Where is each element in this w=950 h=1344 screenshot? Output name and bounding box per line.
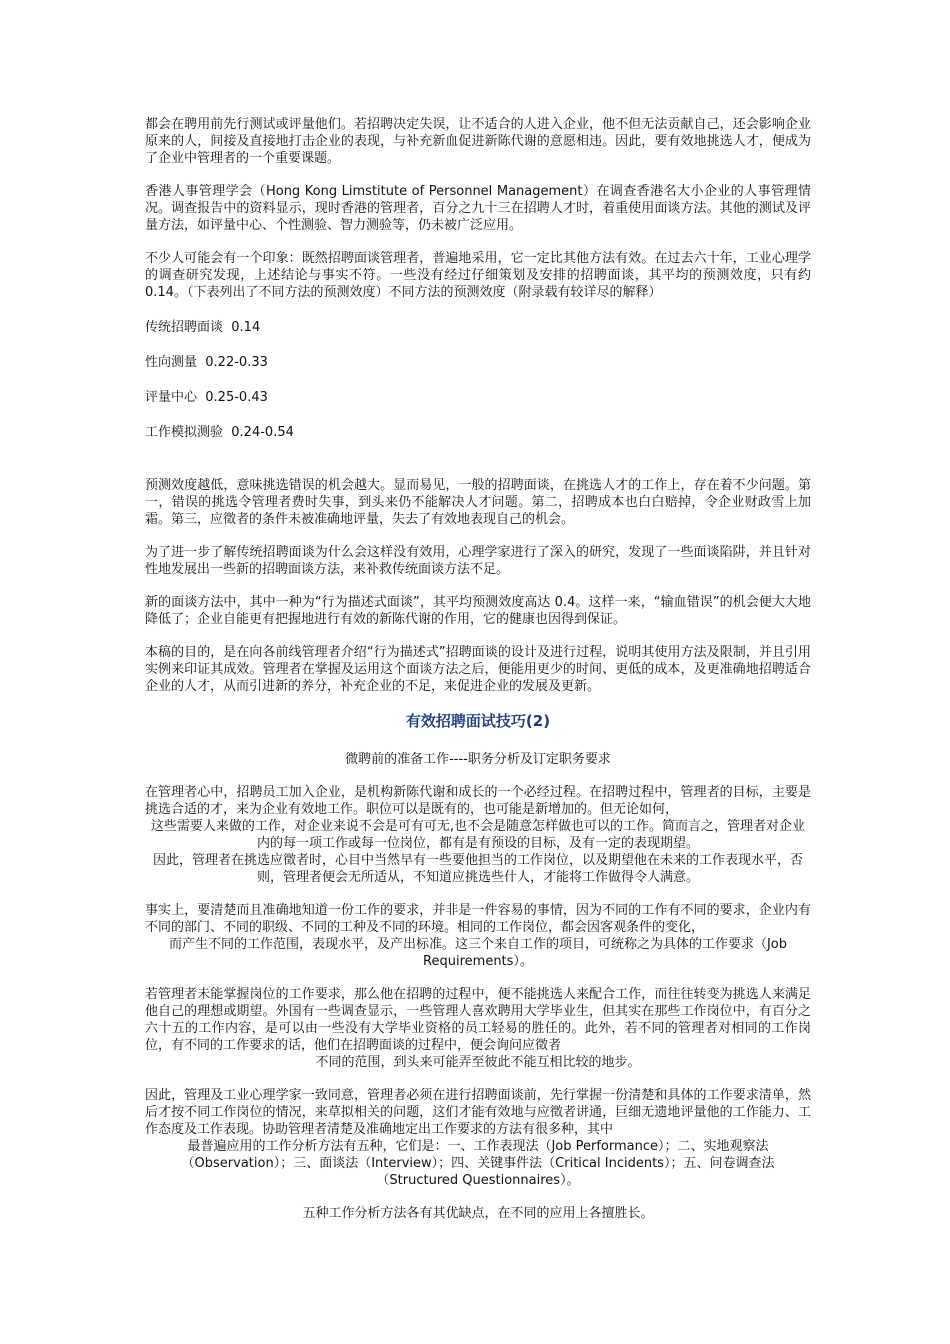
validity-method: 评量中心 [145, 390, 198, 405]
validity-method: 传统招聘面谈 [145, 320, 224, 335]
section-paragraph-1a: 在管理者心中，招聘员工加入企业，是机构新陈代谢和成长的一个必经过程。在招聘过程中，管理者的目标，主要是挑选合适的才，来为企业有效地工作。职位可以是既有的，也可能是新增加的。但无论如何， [145, 785, 811, 817]
section-paragraph-1b: 这些需要人来做的工作，对企业来说不会是可有可无,也不会是随意怎样做也可以的工作。简而言之，管理者对企业内的每一项工作或每一位岗位，都有是有预设的目标，及有一定的表现期望。 [150, 819, 806, 851]
intro-paragraph-3: 不少人可能会有一个印象：既然招聘面谈管理者，普遍地采用，它一定比其他方法有效。在过去六十年，工业心理学的调查研究发现，上述结论与事实不符。一些没有经过仔细策划及安排的招聘面谈，其平均的预测效度，只有约 0.14。（下表列出了不同方法的预测效度）不同方法的预测效度（附录载有较详尽的解释） [145, 251, 811, 300]
section-paragraph-1c: 因此，管理者在挑选应徵者时，心目中当然早有一些要他担当的工作岗位，以及期望他在未来的工作表现水平，否则，管理者便会无所适从，不知道应挑选些什人，才能将工作做得令人满意。 [152, 853, 803, 885]
intro-paragraph-2: 香港人事管理学会（Hong Kong Limstitute of Personnel Management）在调查香港名大小企业的人事管理情况。调查报告中的资料显示，现时香港的管理者，百分之九十三在招聘人才时，着重使用面谈方法。其他的测试及评量方法，如评量中心、个性测验、智力测验等，仍未被广泛应用。 [145, 184, 811, 233]
body-paragraph-4: 本稿的目的，是在向各前线管理者介绍“行为描述式”招聘面谈的设计及进行过程，说明其使用方法及限制，并且引用实例来印证其成效。管理者在掌握及运用这个面谈方法之后，便能用更少的时间、更低的成本，及更准确地招聘适合企业的人才，从而引进新的养分，补充企业的不足，来促进企业的发展及更新。 [145, 645, 811, 694]
validity-value: 0.14 [231, 320, 261, 335]
section-paragraph-4a: 因此，管理及工业心理学家一致同意，管理者必须在进行招聘面谈前，先行掌握一份清楚和具体的工作要求清单，然后才按不同工作岗位的情况，来草拟相关的问题，这们才能有效地与应徵者讲通，巨细无遗地评量他的工作能力、工作态度及工作表现。协助管理者清楚及准确地定出工作要求的方法有很多种，其中 [145, 1088, 811, 1137]
validity-item [145, 354, 811, 371]
section-paragraph-3a: 若管理者未能掌握岗位的工作要求，那么他在招聘的过程中，便不能挑选人来配合工作，而往往转变为挑选人来满足他自己的理想或期望。外国有一些调查显示，一些管理人喜欢聘用大学毕业生，但其实在那些工作岗位中，有百分之六十五的工作内容，是可以由一些没有大学毕业资格的员工轻易的胜任的。此外，若不同的管理者对相同的工作岗位，有不同的工作要求的话，他们在招聘面谈的过程中，便会询问应徵者 [145, 987, 811, 1053]
validity-item [145, 389, 811, 406]
document-content [145, 116, 811, 1222]
validity-method: 性向测量 [145, 355, 198, 370]
body-paragraph-2: 为了进一步了解传统招聘面谈为什么会这样没有效用，心理学家进行了深入的研究，发现了一些面谈陷阱，并且针对性地发展出一些新的招聘面谈方法，来补救传统面谈方法不足。 [145, 545, 811, 577]
intro-paragraph-1: 都会在聘用前先行测试或评量他们。若招聘决定失误，让不适合的人进入企业，他不但无法贡献自己，还会影响企业原来的人，间接及直接地打击企业的表现，与补充新血促进新陈代谢的意愿相违。因此，要有效地挑选人才，便成为了企业中管理者的一个重要课题。 [145, 117, 811, 166]
validity-method: 工作模拟测验 [145, 425, 224, 440]
section-paragraph-3b: 不同的范围，到头来可能弄至彼此不能互相比较的地步。 [315, 1055, 641, 1070]
body-paragraph-1: 预测效度越低，意味挑选错误的机会越大。显而易见，一般的招聘面谈，在挑选人才的工作上，存在着不少问题。第一，错误的挑选令管理者费时失事，到头来仍不能解决人才问题。第二，招聘成本也白白赔掉，令企业财政雪上加霜。第三，应徵者的条件未被准确地评量，失去了有效地表现自己的机会。 [145, 478, 811, 527]
validity-value: 0.25-0.43 [205, 390, 268, 405]
validity-item [145, 319, 811, 336]
section-paragraph-2b: 而产生不同的工作范围，表现水平，及产出标准。这三个来自工作的项目，可统称之为具体的工作要求（Job Requirements）。 [168, 937, 788, 969]
validity-value: 0.24-0.54 [231, 425, 294, 440]
section-paragraph-4b: 最普遍应用的工作分析方法有五种，它们是：一、工作表现法（Job Performance）；二、实地观察法（Observation）；三、面谈法（Interview）；四、关键事件法（Critical Incidents）；五、问卷调查法（Structured Questionnaires）。 [181, 1139, 775, 1188]
section-subtitle: 微聘前的准备工作----职务分析及订定职务要求 [345, 752, 611, 767]
section-title: 有效招聘面试技巧(2) [405, 712, 551, 730]
validity-value: 0.22-0.33 [205, 355, 268, 370]
section-paragraph-5: 五种工作分析方法各有其优缺点，在不同的应用上各擅胜长。 [302, 1206, 654, 1221]
validity-list [145, 319, 811, 441]
validity-item [145, 424, 811, 441]
section-paragraph-2a: 事实上，要清楚而且准确地知道一份工作的要求，并非是一件容易的事情，因为不同的工作有不同的要求，企业内有不同的部门、不同的职级、不同的工种及不同的环境。相同的工作岗位，都会因客观条件的变化， [145, 903, 811, 935]
body-paragraph-3: 新的面谈方法中，其中一种为“行为描述式面谈”，其平均预测效度高达 0.4。这样一来，“输血错误”的机会便大大地降低了；企业自能更有把握地进行有效的新陈代谢的作用，它的健康也因得到保证。 [145, 595, 811, 627]
